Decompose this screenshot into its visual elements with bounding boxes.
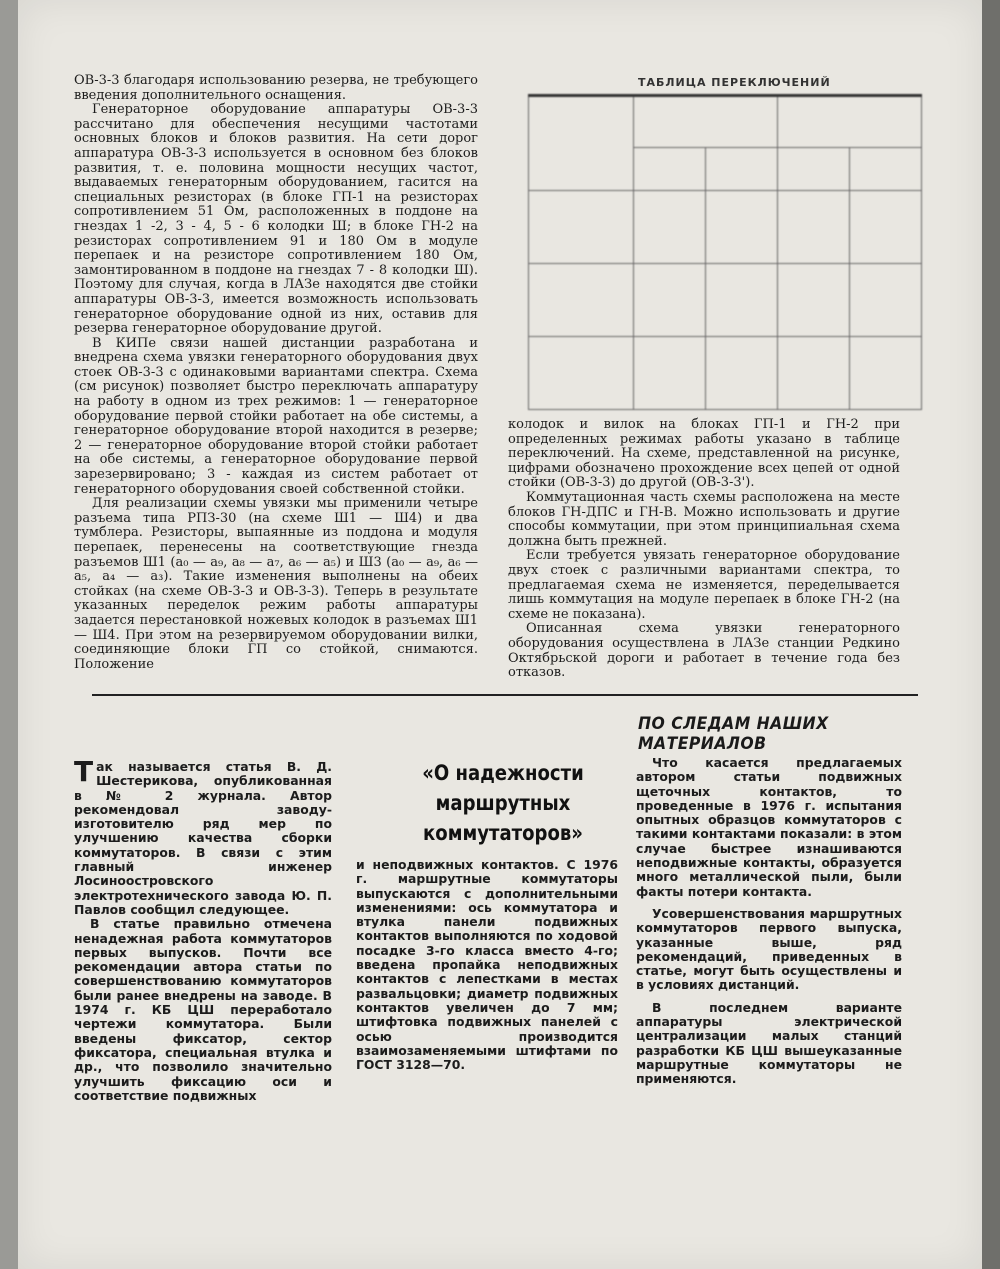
page-edge-shadow	[982, 0, 1000, 1269]
paragraph: Усовершенствования маршрутных коммутаторов первого выпуска, указанные выше, ряд рекомендаций, приведенных в статье, могут быть осуществлены и в условиях дистанций.	[636, 905, 902, 993]
left-column	[74, 74, 478, 672]
paragraph: Для реализации схемы увязки мы применили четыре разъема типа РПЗ-30 (на схеме Ш1 — Ш4) и два тумблера. Резисторы, выпаянные из поддона и модуля перепаек, перенесены на соответствующие гнезда разъемов Ш1 (а₀ — а₉, а₈ — а₇, а₆ — а₅) и Ш3 (а₀ — а₉, а₆ — а₅, а₄ — а₃). Такие изменения выполнены на обеих стойках (на схеме ОВ-3-3 и ОВ-3-3). Теперь в результате указанных переделок режим работы аппаратуры задается перестановкой ножевых колодок в разъемах Ш1 — Ш4. При этом на резервируемом оборудовании вилки, соединяющие блоки ГП со стойкой, снимаются. Положение	[74, 496, 478, 672]
paragraph: ОВ-3-3 благодаря использованию резерва, не требующего введения дополнительного оснащения.	[74, 73, 478, 103]
article-title: «О надежности маршрутных коммутаторов»	[422, 761, 584, 845]
paragraph: Описанная схема увязки генераторного оборудования осуществлена в ЛАЗе станции Редкино Октябрьской дороги и работает в течение года без отказов.	[508, 621, 900, 681]
table-row	[529, 264, 922, 337]
section-heading: ПО СЛЕДАМ НАШИХ МАТЕРИАЛОВ	[638, 714, 829, 754]
paragraph: Коммутационная часть схемы расположена на месте блоков ГН-ДПС и ГН-В. Можно использовать и другие способы коммутации, при этом принципиальная схема должна быть прежней.	[508, 489, 900, 549]
paragraph: колодок и вилок на блоках ГП-1 и ГН-2 при определенных режимах работы указано в таблице переключений. На схеме, представленной на рисунке, цифрами обозначено прохождение всех цепей от одной стойки (ОВ-3-3) до другой (ОВ-3-3').	[508, 417, 900, 491]
article-column-3	[636, 756, 902, 1087]
paragraph: В статье правильно отмечена ненадежная работа коммутаторов первых выпусков. Почти все рекомендации автора статьи по совершенствованию коммутаторов были ранее внедрены на заводе. В 1974 г. КБ ЦШ переработало чертежи коммутатора. Были введены фиксатор, сектор фиксатора, специальная втулка и др., что позволило значительно улучшить фиксацию оси и соответствие подвижных	[74, 916, 332, 1103]
section-divider	[92, 694, 918, 696]
table-row	[529, 191, 922, 264]
paragraph: и неподвижных контактов. С 1976 г. маршрутные коммутаторы выпускаются с дополнительными изменениями: ось коммутатора и втулка панели подвижных контактов выполняются по ходовой посадке 3-го класса вместо 4-го; введена пропайка неподвижных контактов с лепестками в местах развальцовки; диаметр подвижных контактов увеличен до 7 мм; штифтовка подвижных панелей с осью производится взаимозаменяемыми штифтами по ГОСТ 3128—70.	[356, 857, 618, 1073]
right-column	[508, 418, 900, 681]
paragraph: В КИПе связи нашей дистанции разработана и внедрена схема увязки генераторного оборудования двух стоек ОВ-3-3 с одинаковыми вариантами спектра. Схема (см рисунок) позволяет быстро переключать аппаратуру на работу в одном из трех режимов: 1 — генераторное оборудование первой стойки работает на обе системы, а генераторное оборудование второй находится в резерве; 2 — генераторное оборудование второй стойки работает на обе системы, а генераторное оборудование первой зарезервировано; 3 - каждая из систем работает от генераторного оборудования своей собственной стойки.	[74, 335, 478, 497]
paragraph: Так называется статья В. Д. Шестерикова, опубликованная в № 2 журнала. Автор рекомендовал заводу-изготовителю ряд мер по улучшению качества сборки коммутаторов. В связи с этим главный инженер Лосиноостровского электротехнического завода Ю. П. Павлов сообщил следующее.	[74, 755, 332, 917]
paragraph: Генераторное оборудование аппаратуры ОВ-3-3 рассчитано для обеспечения несущими частотами основных блоков и блоков развития. На сети дорог аппаратура ОВ-3-3 используется в основном без блоков развития, т. е. половина мощности несущих частот, выдаваемых генераторным оборудованием, гасится на специальных резисторах (в блоке ГП-1 на резисторах сопротивлением 51 Ом, расположенных в поддоне на гнездах 1 -2, 3 - 4, 5 - 6 колодки Ш; в блоке ГН-2 на резисторах сопротивлением 91 и 180 Ом в модуле перепаек и на резисторе сопротивлением 180 Ом, замонтированном в поддоне на гнездах 7 - 8 колодки Ш). Поэтому для случая, когда в ЛАЗе находятся две стойки аппаратуры ОВ-3-3, имеется возможность использовать генераторное оборудование одной из них, оставив для резерва генераторное оборудование другой.	[74, 102, 478, 337]
article-column-2	[356, 858, 618, 1072]
journal-page	[18, 0, 982, 1269]
switch-table	[528, 94, 922, 410]
paragraph: Что касается предлагаемых автором статьи подвижных щеточных контактов, то проведенные в 1976 г. испытания опытных образцов коммутаторов с такими контактами показали: в этом случае быстрее изнашиваются неподвижные контакты, образуется много металлической пыли, были факты потери контакта.	[636, 755, 902, 899]
table-row	[529, 96, 922, 148]
paragraph: В последнем варианте аппаратуры электрической централизации малых станций разработки КБ ЦШ вышеуказанные маршрутные коммутаторы не применяются.	[636, 999, 902, 1087]
paragraph: Если требуется увязать генераторное оборудование двух стоек с различными вариантами спектра, то предлагаемая схема не изменяется, переделывается лишь коммутация на модуле перепаек в блоке ГН-2 (на схеме не показана).	[508, 548, 900, 622]
table-title: ТАБЛИЦА ПЕРЕКЛЮЧЕНИЙ	[638, 76, 831, 89]
article-column-1	[74, 755, 332, 1103]
table-row	[529, 337, 922, 410]
